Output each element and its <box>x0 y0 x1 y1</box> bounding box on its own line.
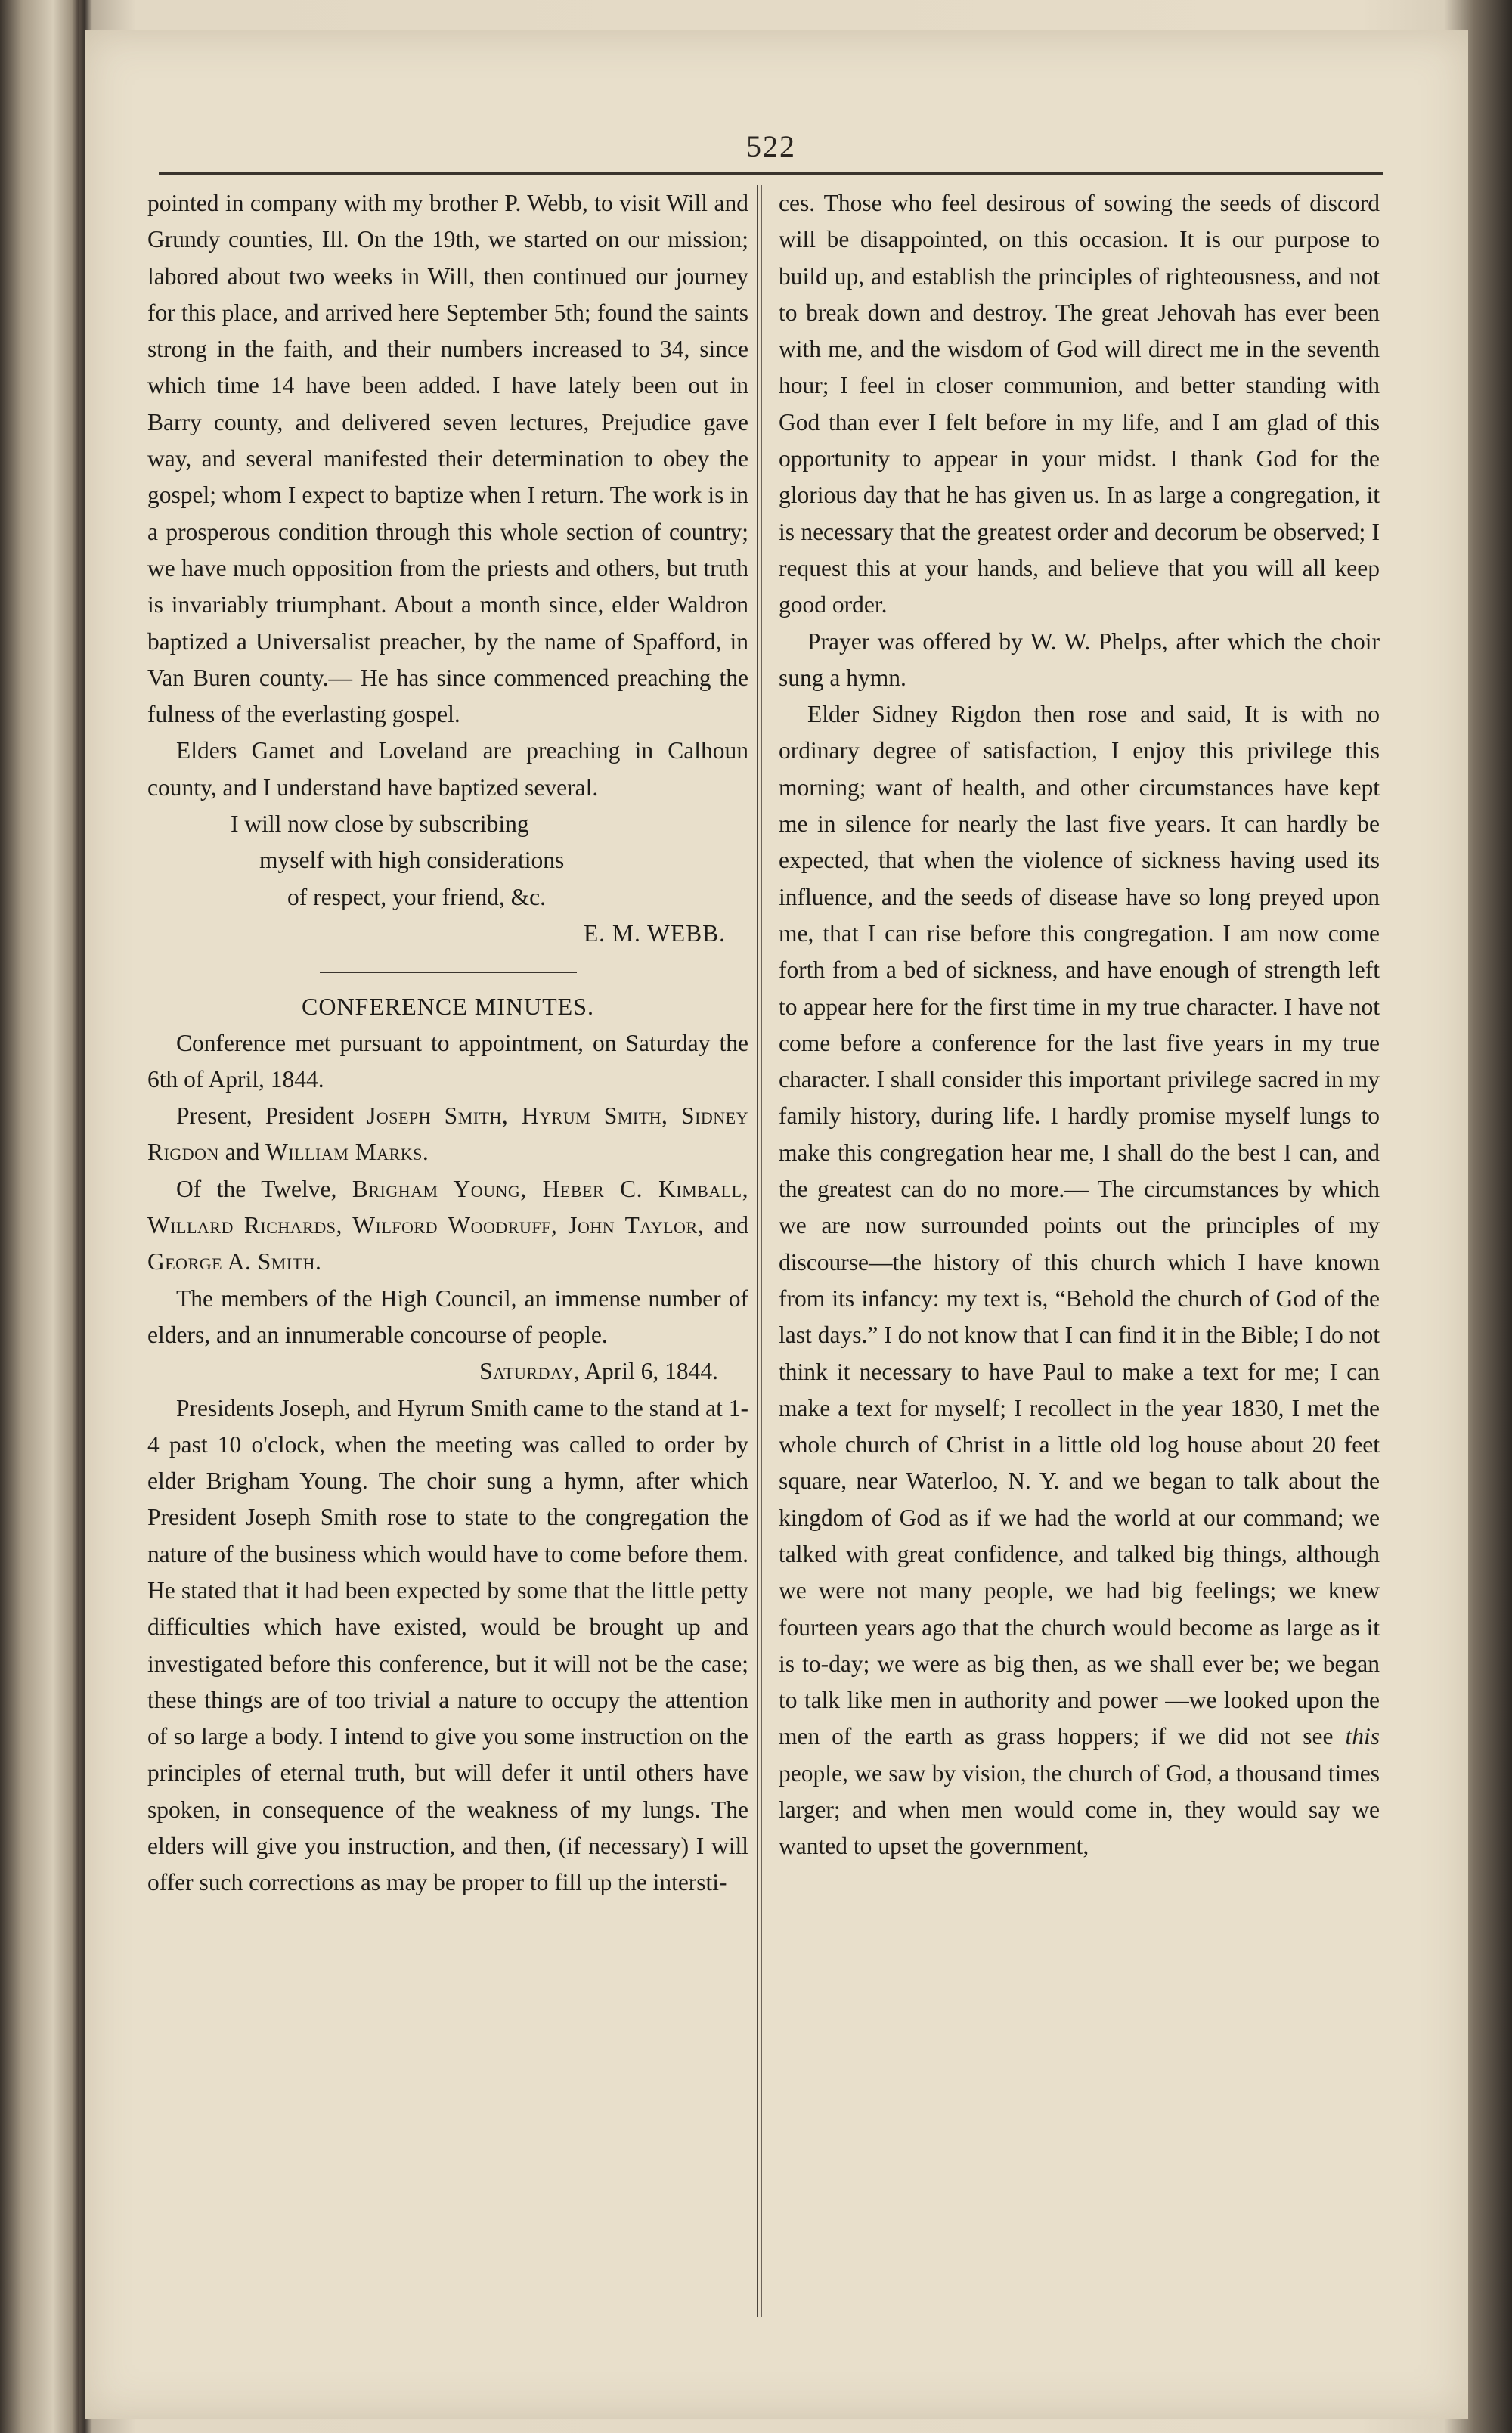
section-heading: CONFERENCE MINUTES. <box>301 993 594 1021</box>
right-column <box>779 185 1380 1865</box>
page-number: 522 <box>746 129 796 163</box>
letter-paragraph: Elders Gamet and Loveland are preaching in Calhoun county, and I understand have baptized several. <box>147 737 748 801</box>
left-column <box>147 185 748 1901</box>
dateline-day: Saturday, <box>479 1358 581 1385</box>
dateline-date: April 6, 1844. <box>580 1358 718 1385</box>
present-last-name: William Marks. <box>265 1139 429 1166</box>
rigdon-paragraph <box>779 696 1380 1865</box>
twelve-paragraph <box>147 1171 748 1281</box>
section-divider <box>320 972 577 973</box>
column-rule <box>761 185 762 2317</box>
present-paragraph <box>147 1098 748 1171</box>
twelve-and: and <box>704 1212 748 1239</box>
twelve-intro: Of the Twelve, <box>176 1175 352 1202</box>
present-names: Joseph Smith, Hyrum Smith, Sidney Rigdon <box>147 1102 748 1166</box>
present-and: and <box>218 1139 266 1166</box>
column-rule <box>757 185 758 2317</box>
header-rule <box>159 172 1383 178</box>
closing-line: I will now close by subscribing <box>231 810 529 838</box>
twelve-last-name: George A. Smith. <box>147 1248 322 1275</box>
members-paragraph: The members of the High Council, an immense number of elders, and an innumerable concourse of people. <box>147 1285 748 1348</box>
letter-paragraph: pointed in company with my brother P. Webb, to visit Will and Grundy counties, Ill. On the 19th, we started on our mission; labored about two weeks in Will, then continued our journey for this place, and arrived here September 5th; found the saints strong in the faith, and their numbers increased to 34, since which time 14 have been added. I have lately been out in Barry county, and delivered seven lectures, Prejudice gave way, and several manifested their determination to obey the gospel; whom I expect to baptize when I return. The work is in a prosperous condition through this whole section of country; we have much opposition from the priests and others, but truth is invariably triumphant. About a month since, elder Waldron baptized a Universalist preacher, by the name of Spafford, in Van Buren county.— He has since commenced preaching the fulness of the everlasting gospel. <box>147 190 748 728</box>
continued-paragraph: ces. Those who feel desirous of sowing the seeds of discord will be disappointed, on this occasion. It is our purpose to build up, and establish the principles of righteousness, and not to break down and destroy. The great Jehovah has ever been with me, and the wisdom of God will direct me in the seventh hour; I feel in closer communion, and better standing with God than ever I felt before in my life, and I am glad of this opportunity to appear in your midst. I thank God for the glorious day that he has given us. In as large a congregation, it is necessary that the greatest order and decorum be observed; I request this at your hands, and believe that you will all keep good order. <box>779 190 1380 618</box>
rigdon-text: Elder Sidney Rigdon then rose and said, It is with no ordinary degree of satisfaction, I enjoy this privilege this morning; want of health, and other circumstances have kept me in silence for nearly the last five years. It can hardly be expected, that when the violence of sickness having used its influence, and the seeds of disease have so long preyed upon me, that I can rise before this congregation. I am now come forth from a bed of sickness, and have enough of strength left to appear here for the first time in my true character. I have not come before a conference for the last five years in my true character. I shall consider this important privilege sacred in my family history, during life. I hardly promise myself lungs to make this congregation hear me, I shall do the best I can, and the greatest can do no more.— The circumstances by which we are now surrounded points out the principles of my discourse—the history of this church which I have known from its infancy: my text is, “Behold the church of God of the last days.” I do not know that I can find it in the Bible; I do not think it necessary to have Paul to make a text for me; I can make a text for myself; I recollect in the year 1830, I met the whole church of Christ in a little old log house about 20 feet square, near Waterloo, N. Y. and we began to talk about the kingdom of God as if we had the world at our command; we talked with great confidence, and talked big things, although we were not many people, we had big feelings; we knew fourteen years ago that the church would become as large as it is to-day; we were as big then, as we shall ever be; we began to talk like men in authority and power —we looked upon the men of the earth as grass hoppers; if we did not see <box>779 701 1380 1750</box>
present-intro: Present, President <box>176 1102 367 1130</box>
minutes-paragraph: Conference met pursuant to appointment, on Saturday the 6th of April, 1844. <box>147 1029 748 1093</box>
rigdon-text-end: people, we saw by vision, the church of God, a thousand times larger; and when men would come in, they would say we wanted to upset the government, <box>779 1759 1380 1860</box>
rigdon-italic: this <box>1345 1723 1380 1750</box>
session-paragraph: Presidents Joseph, and Hyrum Smith came to the stand at 1-4 past 10 o'clock, when the meeting was called to order by elder Brigham Young. The choir sung a hymn, after which President Joseph Smith rose to state to the congregation the nature of the business which would have to come before them. He stated that it had been expected by some that the little petty difficulties which have existed, would be brought up and investigated before this conference, but it will not be the case; these things are of too trivial a nature to occupy the attention of so large a body. I intend to give you some instruction on the principles of eternal truth, but will defer it until others have spoken, in consequence of the weakness of my lungs. The elders will give you instruction, and then, (if necessary) I will offer such corrections as may be proper to fill up the intersti- <box>147 1394 748 1896</box>
adjacent-page-edge <box>0 0 79 2433</box>
signature: E. M. WEBB. <box>583 919 726 947</box>
twelve-names: Brigham Young, Heber C. Kimball, Willard Richards, Wilford Woodruff, John Taylor, <box>147 1175 748 1239</box>
session-dateline <box>147 1353 748 1390</box>
closing-line: of respect, your friend, &c. <box>287 883 546 910</box>
prayer-paragraph: Prayer was offered by W. W. Phelps, after which the choir sung a hymn. <box>779 628 1380 691</box>
closing-line: myself with high considerations <box>259 847 565 874</box>
